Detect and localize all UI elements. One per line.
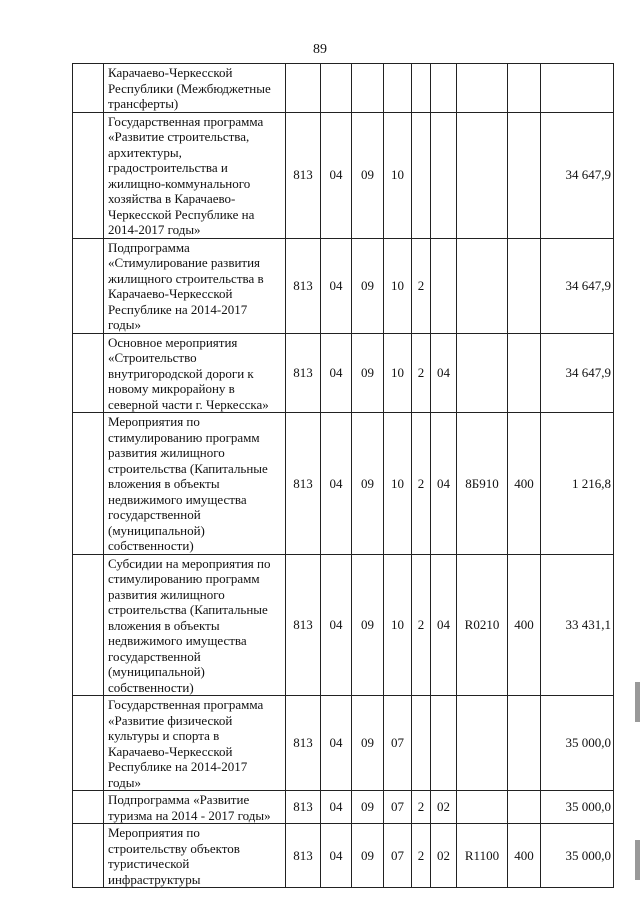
description-cell: Карачаево-Черкесской Республики (Межбюджетные трансферты) [104,64,286,113]
table-row [73,824,614,888]
description-cell: Мероприятия по стимулированию программ развития жилищного строительства (Капитальные вложения в объекты недвижимого имущества государственной (муниципальной) собственности) [104,413,286,555]
subsection-cell: 09 [352,824,384,888]
direction-cell [457,696,508,791]
amount-cell: 34 647,9 [541,238,614,333]
subsection-cell [352,64,384,113]
code-cell: 813 [286,238,321,333]
table-row [73,413,614,555]
main-event-cell: 02 [431,824,457,888]
amount-cell: 35 000,0 [541,824,614,888]
subprogram-cell: 2 [412,824,431,888]
main-event-cell: 04 [431,333,457,413]
program-cell [384,64,412,113]
subsection-cell: 09 [352,554,384,696]
main-event-cell [431,64,457,113]
subprogram-cell: 2 [412,791,431,824]
table-row [73,112,614,238]
page-number: 89 [313,42,327,57]
scan-edge-mark [635,840,640,880]
description-cell: Мероприятия по строительству объектов туристической инфраструктуры [104,824,286,888]
code-cell: 813 [286,112,321,238]
main-event-cell: 04 [431,413,457,555]
direction-cell [457,791,508,824]
program-cell: 07 [384,696,412,791]
row-number-cell [73,413,104,555]
subsection-cell: 09 [352,696,384,791]
description-cell: Государственная программа «Развитие строительства, архитектуры, градостроительства и жилищно-коммунального хозяйства в Карачаево-Черкесской Республике на 2014-2017 годы» [104,112,286,238]
amount-cell: 1 216,8 [541,413,614,555]
subprogram-cell [412,64,431,113]
amount-cell: 35 000,0 [541,791,614,824]
section-cell: 04 [321,238,352,333]
expense-type-cell [508,333,541,413]
scan-edge-mark [635,682,640,722]
direction-cell [457,112,508,238]
code-cell: 813 [286,554,321,696]
direction-cell: R1100 [457,824,508,888]
subprogram-cell [412,112,431,238]
amount-cell: 33 431,1 [541,554,614,696]
expense-type-cell [508,696,541,791]
main-event-cell [431,696,457,791]
description-cell: Субсидии на мероприятия по стимулированию программ развития жилищного строительства (Капитальные вложения в объекты недвижимого имущества государственной (муниципальной) собственности) [104,554,286,696]
code-cell: 813 [286,791,321,824]
amount-cell: 35 000,0 [541,696,614,791]
expense-type-cell: 400 [508,554,541,696]
amount-cell: 34 647,9 [541,333,614,413]
row-number-cell [73,791,104,824]
program-cell: 07 [384,824,412,888]
expense-type-cell [508,791,541,824]
main-event-cell [431,238,457,333]
direction-cell [457,333,508,413]
table-row [73,64,614,113]
program-cell: 10 [384,112,412,238]
table-row [73,696,614,791]
section-cell: 04 [321,333,352,413]
row-number-cell [73,333,104,413]
program-cell: 10 [384,413,412,555]
main-event-cell: 02 [431,791,457,824]
expense-type-cell: 400 [508,413,541,555]
row-number-cell [73,112,104,238]
amount-cell [541,64,614,113]
row-number-cell [73,824,104,888]
code-cell: 813 [286,696,321,791]
subsection-cell: 09 [352,413,384,555]
row-number-cell [73,696,104,791]
table-row [73,791,614,824]
budget-table [72,63,614,888]
expense-type-cell: 400 [508,824,541,888]
program-cell: 10 [384,238,412,333]
subsection-cell: 09 [352,112,384,238]
amount-cell: 34 647,9 [541,112,614,238]
subprogram-cell: 2 [412,413,431,555]
row-number-cell [73,238,104,333]
description-cell: Основное мероприятия «Строительство внутригородской дороги к новому микрорайону в северной части г. Черкесска» [104,333,286,413]
main-event-cell [431,112,457,238]
table-body [73,64,614,888]
expense-type-cell [508,64,541,113]
section-cell: 04 [321,824,352,888]
code-cell [286,64,321,113]
table-row [73,333,614,413]
row-number-cell [73,554,104,696]
subsection-cell: 09 [352,791,384,824]
section-cell: 04 [321,554,352,696]
direction-cell: R0210 [457,554,508,696]
description-cell: Подпрограмма «Развитие туризма на 2014 - 2017 годы» [104,791,286,824]
table-row [73,554,614,696]
code-cell: 813 [286,333,321,413]
subsection-cell: 09 [352,238,384,333]
subsection-cell: 09 [352,333,384,413]
program-cell: 10 [384,554,412,696]
row-number-cell [73,64,104,113]
section-cell: 04 [321,413,352,555]
direction-cell: 8Б910 [457,413,508,555]
code-cell: 813 [286,413,321,555]
program-cell: 10 [384,333,412,413]
main-event-cell: 04 [431,554,457,696]
direction-cell [457,64,508,113]
table-row [73,238,614,333]
direction-cell [457,238,508,333]
section-cell: 04 [321,791,352,824]
subprogram-cell: 2 [412,333,431,413]
description-cell: Подпрограмма «Стимулирование развития жилищного строительства в Карачаево-Черкесской Республике на 2014-2017 годы» [104,238,286,333]
expense-type-cell [508,238,541,333]
section-cell: 04 [321,112,352,238]
expense-type-cell [508,112,541,238]
subprogram-cell [412,696,431,791]
section-cell [321,64,352,113]
description-cell: Государственная программа «Развитие физической культуры и спорта в Карачаево-Черкесской Республике на 2014-2017 годы» [104,696,286,791]
program-cell: 07 [384,791,412,824]
code-cell: 813 [286,824,321,888]
subprogram-cell: 2 [412,238,431,333]
section-cell: 04 [321,696,352,791]
subprogram-cell: 2 [412,554,431,696]
